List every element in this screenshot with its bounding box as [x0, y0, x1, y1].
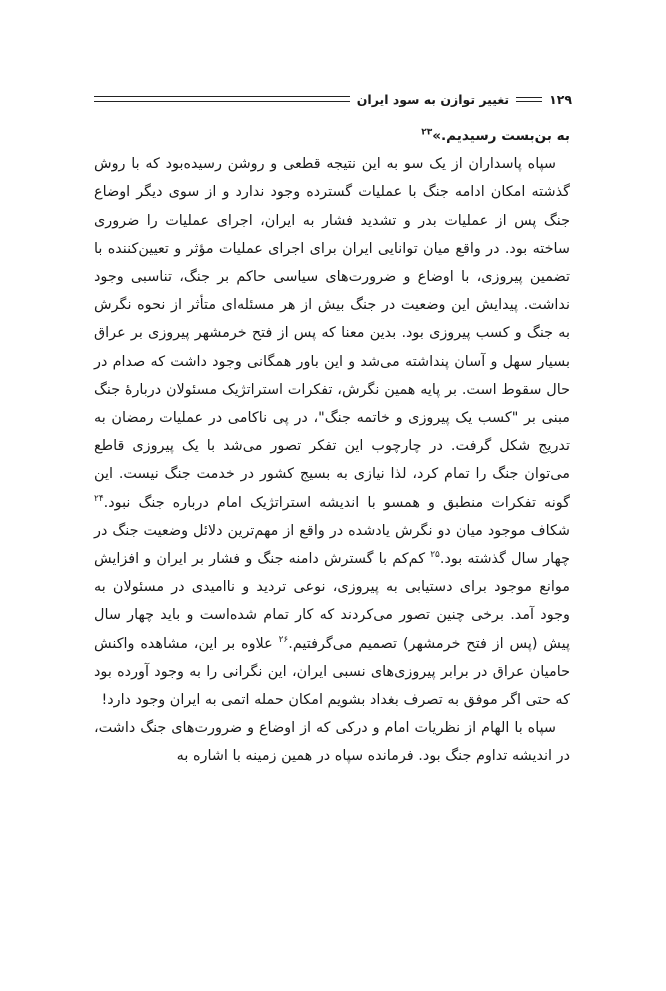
lead-line [94, 122, 570, 150]
footnote-ref-25: ۲۵ [430, 550, 440, 561]
lead-text: به بن‌بست رسیدیم.» [432, 128, 570, 144]
footnote-ref-26: ۲۶ [278, 634, 289, 645]
running-header [94, 90, 572, 108]
header-dash [516, 97, 542, 102]
header-rule [94, 96, 350, 102]
page-number: ۱۲۹ [549, 91, 572, 107]
body-text [94, 122, 570, 771]
paragraph-1-part-4: علاوه بر این، مشاهده واکنش حامیان عراق در برابر پیروزی‌های نسبی ایران، این نگرانی را به وجود آورده بود که حتی اگر موفق به تصرف بغداد بشویم امکان حمله اتمی به ایران وجود دارد! [94, 635, 570, 709]
footnote-ref-24: ۲۴ [94, 493, 104, 504]
paragraph-1-part-3: کم‌کم با گسترش دامنه جنگ و فشار بر ایران و افزایش موانع موجود برای دستیابی به پیروزی، نوعی تردید و ناامیدی در مسئولان به وجود آمد. برخی چنین تصور می‌کردند که کار تمام شده‌است و باید چهار سال پیش (پس از فتح خرمشهر) تصمیم می‌گرفتیم. [94, 551, 570, 652]
paragraph-1-part-1: سپاه پاسداران از یک سو به این نتیجه قطعی و روشن رسیده‌بود که با روش گذشته امکان ادامه جنگ با عملیات گسترده وجود ندارد و از سوی دیگر اوضاع جنگ پس از عملیات بدر و تشدید فشار به ایران، اجرای عملیات را ضروری ساخته بود. در واقع میان توانایی ایران برای اجرای عملیات مؤثر و تعیین‌کننده با تضمین پیروزی، با اوضاع و ضرورت‌های سیاسی حاکم بر جنگ، تناسبی وجود نداشت. پیدایش این وضعیت در جنگ بیش از هر مسئله‌ای متأثر از نحوه نگرش به جنگ و کسب پیروزی بود. بدین معنا که پس از فتح خرمشهر پیروزی بر عراق بسیار سهل و آسان پنداشته می‌شد و این باور همگانی وجود داشت که صدام در حال سقوط است. بر پایه همین نگرش، تفکرات استراتژیک مسئولان دربارهٔ جنگ مبنی بر "کسب یک پیروزی و خاتمه جنگ"، در پی ناکامی در عملیات رمضان به تدریج شکل گرفت. در چارچوب این تفکر تصور می‌شد با یک پیروزی قاطع می‌توان جنگ را تمام کرد، لذا نیازی به بسیج کشور در خدمت جنگ نیست. این گونه تفکرات منطبق و همسو با اندیشه استراتژیک امام درباره جنگ نبود. [94, 156, 570, 511]
chapter-title: تغییر توازن به سود ایران [356, 91, 510, 107]
paragraph-1 [94, 150, 570, 714]
footnote-ref-23: ۲۳ [421, 127, 433, 138]
paragraph-1-part-2: شکاف موجود میان دو نگرش یادشده در واقع از مهم‌ترین دلائل وضعیت جنگ در چهار سال گذشته بود. [94, 522, 570, 568]
paragraph-2: سپاه با الهام از نظریات امام و درکی که از اوضاع و ضرورت‌های جنگ داشت، در اندیشه تداوم جنگ بود. فرمانده سپاه در همین زمینه با اشاره به [94, 720, 570, 765]
